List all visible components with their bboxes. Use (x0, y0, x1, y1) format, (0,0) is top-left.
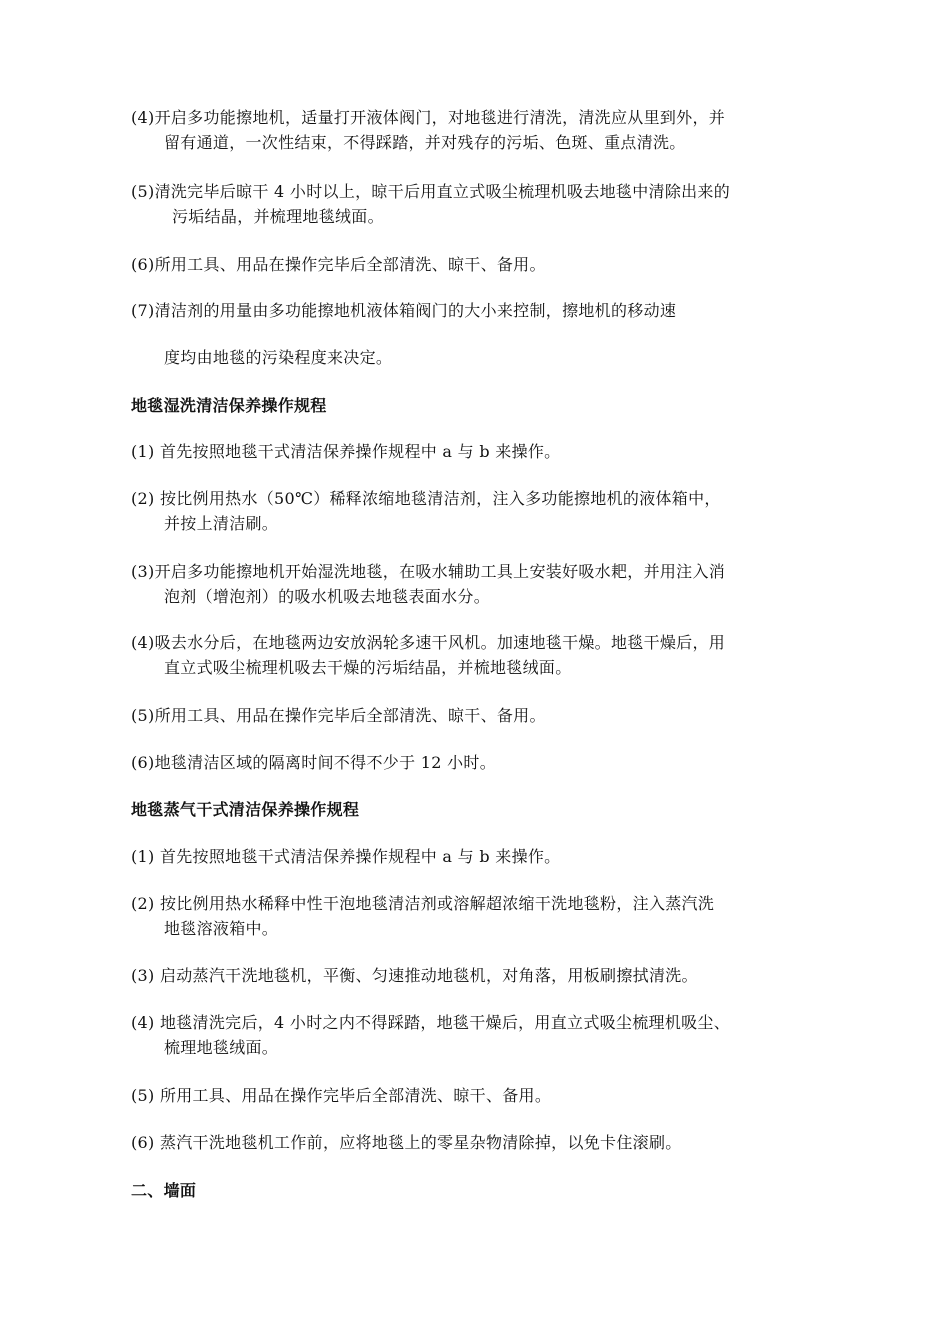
paragraph-line: (3) 启动蒸汽干洗地毯机，平衡、匀速推动地毯机，对角落，用板刷擦拭清洗。 (131, 966, 698, 985)
paragraph-line: (6)地毯清洁区域的隔离时间不得不少于 12 小时。 (131, 753, 496, 772)
paragraph-line: (1) 首先按照地毯干式清洁保养操作规程中 a 与 b 来操作。 (131, 847, 561, 866)
paragraph-line: (6)所用工具、用品在操作完毕后全部清洗、晾干、备用。 (131, 255, 546, 274)
paragraph-line: (5)清洗完毕后晾干 4 小时以上，晾干后用直立式吸尘梳理机吸去地毯中清除出来的 (131, 182, 731, 201)
paragraph-line: 留有通道，一次性结束，不得踩踏，并对残存的污垢、色斑、重点清洗。 (164, 133, 686, 152)
paragraph-line: (1) 首先按照地毯干式清洁保养操作规程中 a 与 b 来操作。 (131, 442, 561, 461)
paragraph-line: (5)所用工具、用品在操作完毕后全部清洗、晾干、备用。 (131, 706, 546, 725)
paragraph-line: (5) 所用工具、用品在操作完毕后全部清洗、晾干、备用。 (131, 1086, 552, 1105)
section-heading-steam-dry: 地毯蒸气干式清洁保养操作规程 (131, 800, 360, 819)
paragraph-line: 泡剂（增泡剂）的吸水机吸去地毯表面水分。 (164, 587, 491, 606)
paragraph-line: 度均由地毯的污染程度来决定。 (164, 348, 393, 367)
paragraph-line: (6) 蒸汽干洗地毯机工作前，应将地毯上的零星杂物清除掉，以免卡住滚刷。 (131, 1133, 682, 1152)
section-heading-walls: 二、墙面 (131, 1181, 197, 1200)
paragraph-line: 梳理地毯绒面。 (164, 1038, 279, 1057)
paragraph-line: (2) 按比例用热水稀释中性干泡地毯清洁剂或溶解超浓缩干洗地毯粉，注入蒸汽洗 (131, 894, 715, 913)
paragraph-line: (4)开启多功能擦地机，适量打开液体阀门，对地毯进行清洗，清洗应从里到外，并 (131, 108, 726, 127)
paragraph-line: 地毯溶液箱中。 (164, 919, 279, 938)
section-heading-wet-wash: 地毯湿洗清洁保养操作规程 (131, 396, 327, 415)
paragraph-line: 并按上清洁刷。 (164, 514, 279, 533)
paragraph-line: (3)开启多功能擦地机开始湿洗地毯，在吸水辅助工具上安装好吸水耙，并用注入消 (131, 562, 726, 581)
paragraph-line: 污垢结晶，并梳理地毯绒面。 (172, 207, 384, 226)
paragraph-line: (4) 地毯清洗完后，4 小时之内不得踩踏，地毯干燥后，用直立式吸尘梳理机吸尘、 (131, 1013, 731, 1032)
paragraph-line: 直立式吸尘梳理机吸去干燥的污垢结晶，并梳地毯绒面。 (164, 658, 572, 677)
paragraph-line: (7)清洁剂的用量由多功能擦地机液体箱阀门的大小来控制，擦地机的移动速 (131, 301, 677, 320)
paragraph-line: (2) 按比例用热水（50℃）稀释浓缩地毯清洁剂，注入多功能擦地机的液体箱中， (131, 489, 721, 508)
paragraph-line: (4)吸去水分后，在地毯两边安放涡轮多速干风机。加速地毯干燥。地毯干燥后，用 (131, 633, 726, 652)
